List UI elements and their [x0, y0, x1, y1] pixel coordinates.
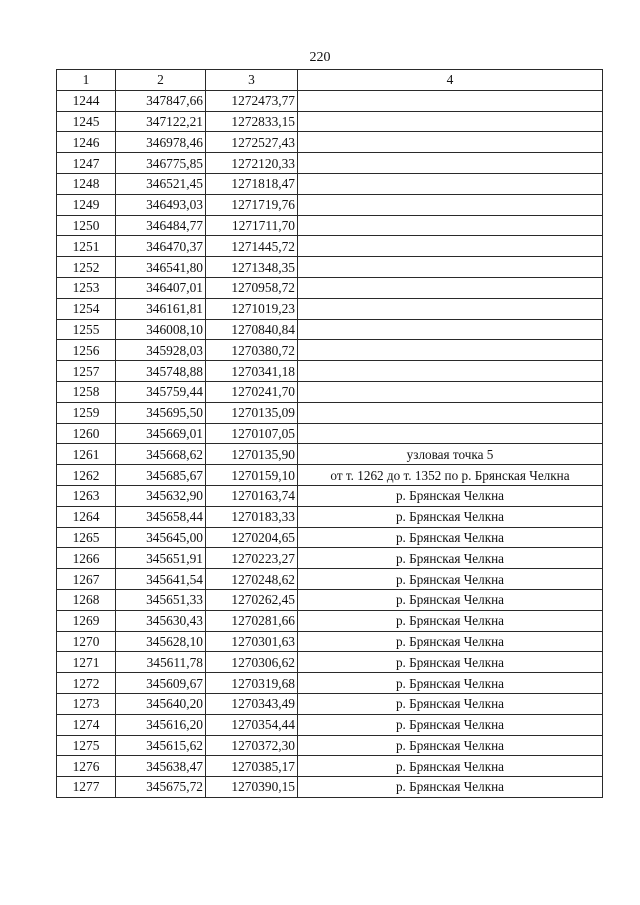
coordinate-y-cell: 1270380,72: [206, 340, 298, 361]
description-cell: р. Брянская Челкна: [298, 693, 603, 714]
coordinate-x-cell: 345615,62: [116, 735, 206, 756]
table-row: [57, 589, 603, 610]
point-number-cell: 1273: [57, 693, 116, 714]
coordinate-x-cell: 345748,88: [116, 361, 206, 382]
coordinate-x-cell: 345928,03: [116, 340, 206, 361]
coordinate-y-cell: 1270372,30: [206, 735, 298, 756]
description-cell: [298, 277, 603, 298]
header-row: [57, 70, 603, 91]
coordinates-table: [56, 69, 603, 798]
table-row: [57, 756, 603, 777]
coordinate-y-cell: 1270354,44: [206, 714, 298, 735]
coordinate-y-cell: 1270840,84: [206, 319, 298, 340]
point-number-cell: 1257: [57, 361, 116, 382]
coordinate-x-cell: 345675,72: [116, 777, 206, 798]
description-cell: [298, 111, 603, 132]
point-number-cell: 1256: [57, 340, 116, 361]
description-cell: [298, 194, 603, 215]
coordinate-y-cell: 1270341,18: [206, 361, 298, 382]
point-number-cell: 1254: [57, 298, 116, 319]
description-cell: [298, 423, 603, 444]
coordinate-y-cell: 1271348,35: [206, 257, 298, 278]
coordinate-x-cell: 345685,67: [116, 465, 206, 486]
table-row: [57, 215, 603, 236]
coordinate-x-cell: 345759,44: [116, 381, 206, 402]
point-number-cell: 1253: [57, 277, 116, 298]
coordinate-y-cell: 1271445,72: [206, 236, 298, 257]
coordinate-x-cell: 346775,85: [116, 153, 206, 174]
point-number-cell: 1251: [57, 236, 116, 257]
coordinate-y-cell: 1270281,66: [206, 610, 298, 631]
coordinate-y-cell: 1270385,17: [206, 756, 298, 777]
table-row: [57, 527, 603, 548]
point-number-cell: 1267: [57, 569, 116, 590]
coordinate-y-cell: 1270135,90: [206, 444, 298, 465]
coordinate-y-cell: 1270248,62: [206, 569, 298, 590]
table-row: [57, 444, 603, 465]
table-row: [57, 257, 603, 278]
table-row: [57, 236, 603, 257]
point-number-cell: 1262: [57, 465, 116, 486]
point-number-cell: 1271: [57, 652, 116, 673]
description-cell: р. Брянская Челкна: [298, 569, 603, 590]
table-row: [57, 90, 603, 111]
coordinate-y-cell: 1270223,27: [206, 548, 298, 569]
coordinate-y-cell: 1271019,23: [206, 298, 298, 319]
description-cell: р. Брянская Челкна: [298, 673, 603, 694]
description-cell: от т. 1262 до т. 1352 по р. Брянская Челкна: [298, 465, 603, 486]
coordinate-x-cell: 345668,62: [116, 444, 206, 465]
description-cell: р. Брянская Челкна: [298, 652, 603, 673]
point-number-cell: 1265: [57, 527, 116, 548]
table-row: [57, 610, 603, 631]
point-number-cell: 1248: [57, 173, 116, 194]
description-cell: [298, 132, 603, 153]
description-cell: [298, 236, 603, 257]
coordinate-x-cell: 345630,43: [116, 610, 206, 631]
coordinate-y-cell: 1270958,72: [206, 277, 298, 298]
point-number-cell: 1266: [57, 548, 116, 569]
coordinate-x-cell: 345632,90: [116, 485, 206, 506]
coordinate-y-cell: 1271711,70: [206, 215, 298, 236]
description-cell: [298, 319, 603, 340]
point-number-cell: 1245: [57, 111, 116, 132]
table-row: [57, 361, 603, 382]
column-header-4: 4: [298, 70, 603, 91]
coordinate-x-cell: 346521,45: [116, 173, 206, 194]
table-row: [57, 111, 603, 132]
description-cell: р. Брянская Челкна: [298, 610, 603, 631]
description-cell: [298, 153, 603, 174]
description-cell: р. Брянская Челкна: [298, 756, 603, 777]
point-number-cell: 1277: [57, 777, 116, 798]
coordinate-x-cell: 345638,47: [116, 756, 206, 777]
coordinate-y-cell: 1272473,77: [206, 90, 298, 111]
table-row: [57, 485, 603, 506]
coordinate-x-cell: 345695,50: [116, 402, 206, 423]
description-cell: [298, 257, 603, 278]
point-number-cell: 1247: [57, 153, 116, 174]
description-cell: [298, 90, 603, 111]
coordinate-y-cell: 1271818,47: [206, 173, 298, 194]
point-number-cell: 1264: [57, 506, 116, 527]
column-header-3: 3: [206, 70, 298, 91]
table-row: [57, 506, 603, 527]
description-cell: [298, 340, 603, 361]
description-cell: [298, 381, 603, 402]
point-number-cell: 1249: [57, 194, 116, 215]
page-number: 220: [309, 50, 331, 65]
description-cell: узловая точка 5: [298, 444, 603, 465]
description-cell: р. Брянская Челкна: [298, 548, 603, 569]
column-header-1: 1: [57, 70, 116, 91]
table-row: [57, 735, 603, 756]
table-row: [57, 693, 603, 714]
description-cell: [298, 298, 603, 319]
coordinate-x-cell: 346978,46: [116, 132, 206, 153]
coordinate-y-cell: 1270135,09: [206, 402, 298, 423]
point-number-cell: 1259: [57, 402, 116, 423]
description-cell: [298, 361, 603, 382]
coordinate-x-cell: 347847,66: [116, 90, 206, 111]
table-row: [57, 631, 603, 652]
table-row: [57, 381, 603, 402]
table-row: [57, 548, 603, 569]
coordinate-x-cell: 345609,67: [116, 673, 206, 694]
description-cell: р. Брянская Челкна: [298, 714, 603, 735]
table-row: [57, 194, 603, 215]
table-row: [57, 277, 603, 298]
table-row: [57, 423, 603, 444]
coordinate-y-cell: 1270107,05: [206, 423, 298, 444]
coordinate-y-cell: 1270319,68: [206, 673, 298, 694]
coordinate-x-cell: 346407,01: [116, 277, 206, 298]
description-cell: р. Брянская Челкна: [298, 506, 603, 527]
description-cell: [298, 402, 603, 423]
description-cell: р. Брянская Челкна: [298, 589, 603, 610]
coordinate-y-cell: 1270390,15: [206, 777, 298, 798]
coordinate-y-cell: 1270163,74: [206, 485, 298, 506]
point-number-cell: 1258: [57, 381, 116, 402]
table-row: [57, 714, 603, 735]
table-header: [57, 70, 603, 91]
point-number-cell: 1250: [57, 215, 116, 236]
point-number-cell: 1275: [57, 735, 116, 756]
point-number-cell: 1268: [57, 589, 116, 610]
coordinate-x-cell: 345611,78: [116, 652, 206, 673]
coordinate-y-cell: 1271719,76: [206, 194, 298, 215]
table-row: [57, 298, 603, 319]
table-row: [57, 777, 603, 798]
table-row: [57, 153, 603, 174]
table-row: [57, 132, 603, 153]
point-number-cell: 1274: [57, 714, 116, 735]
point-number-cell: 1270: [57, 631, 116, 652]
point-number-cell: 1261: [57, 444, 116, 465]
point-number-cell: 1263: [57, 485, 116, 506]
table-body: [57, 90, 603, 797]
description-cell: р. Брянская Челкна: [298, 485, 603, 506]
coordinate-y-cell: 1270306,62: [206, 652, 298, 673]
coordinate-x-cell: 346161,81: [116, 298, 206, 319]
coordinate-x-cell: 345658,44: [116, 506, 206, 527]
coordinate-x-cell: 345616,20: [116, 714, 206, 735]
coordinate-x-cell: 345628,10: [116, 631, 206, 652]
description-cell: [298, 215, 603, 236]
table-row: [57, 652, 603, 673]
coordinate-x-cell: 345641,54: [116, 569, 206, 590]
point-number-cell: 1276: [57, 756, 116, 777]
description-cell: р. Брянская Челкна: [298, 631, 603, 652]
coordinate-y-cell: 1270241,70: [206, 381, 298, 402]
table-row: [57, 673, 603, 694]
coordinate-x-cell: 346008,10: [116, 319, 206, 340]
point-number-cell: 1272: [57, 673, 116, 694]
coordinate-x-cell: 345669,01: [116, 423, 206, 444]
coordinate-x-cell: 347122,21: [116, 111, 206, 132]
coordinate-x-cell: 345645,00: [116, 527, 206, 548]
coordinate-y-cell: 1270301,63: [206, 631, 298, 652]
table-row: [57, 173, 603, 194]
column-header-2: 2: [116, 70, 206, 91]
coordinate-x-cell: 346470,37: [116, 236, 206, 257]
coordinate-x-cell: 346493,03: [116, 194, 206, 215]
point-number-cell: 1269: [57, 610, 116, 631]
coordinate-x-cell: 346484,77: [116, 215, 206, 236]
point-number-cell: 1244: [57, 90, 116, 111]
table-row: [57, 569, 603, 590]
description-cell: р. Брянская Челкна: [298, 527, 603, 548]
coordinate-x-cell: 345640,20: [116, 693, 206, 714]
coordinate-y-cell: 1270343,49: [206, 693, 298, 714]
description-cell: р. Брянская Челкна: [298, 735, 603, 756]
table-row: [57, 340, 603, 361]
coordinate-x-cell: 345651,91: [116, 548, 206, 569]
coordinate-y-cell: 1270183,33: [206, 506, 298, 527]
coordinate-y-cell: 1270204,65: [206, 527, 298, 548]
point-number-cell: 1246: [57, 132, 116, 153]
coordinate-y-cell: 1272527,43: [206, 132, 298, 153]
point-number-cell: 1255: [57, 319, 116, 340]
coordinate-y-cell: 1272120,33: [206, 153, 298, 174]
table-row: [57, 319, 603, 340]
point-number-cell: 1252: [57, 257, 116, 278]
point-number-cell: 1260: [57, 423, 116, 444]
description-cell: р. Брянская Челкна: [298, 777, 603, 798]
coordinate-x-cell: 345651,33: [116, 589, 206, 610]
coordinate-y-cell: 1270159,10: [206, 465, 298, 486]
description-cell: [298, 173, 603, 194]
coordinate-y-cell: 1272833,15: [206, 111, 298, 132]
coordinate-x-cell: 346541,80: [116, 257, 206, 278]
coordinate-y-cell: 1270262,45: [206, 589, 298, 610]
table-row: [57, 402, 603, 423]
table-row: [57, 465, 603, 486]
